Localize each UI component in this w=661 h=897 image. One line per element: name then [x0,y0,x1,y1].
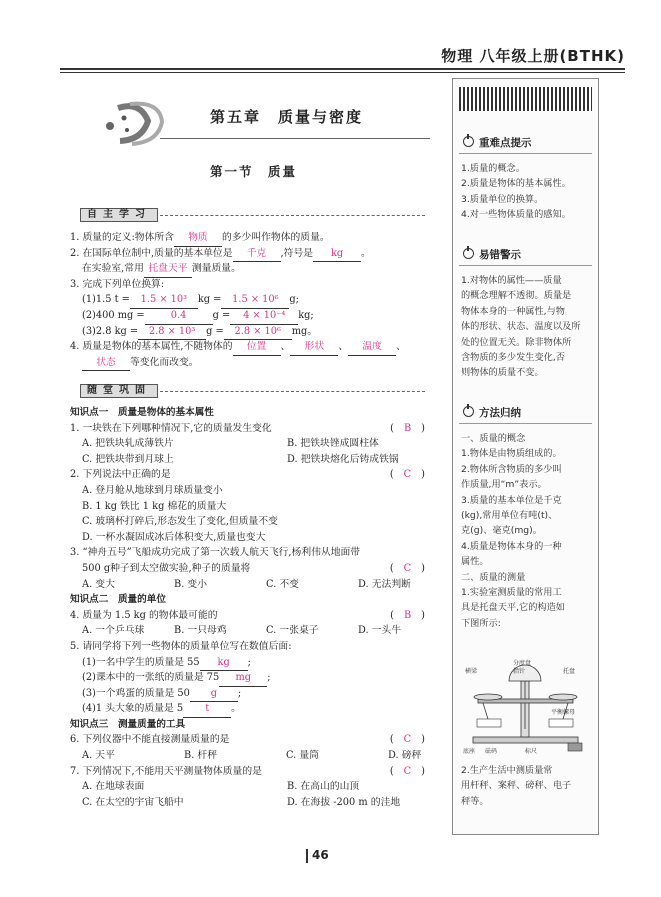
sidebar [452,78,599,835]
sidebar-methods: 一、质量的概念 1.物体是由物质组成的。 2.物体所含物质的多少叫 作质量,用“m”表示。 3.质量的基本单位是千克 (kg),常用单位有吨(t)、 克(g)、毫克(mg)。 4.质量是物体本身的一种 属性。 二、质量的测量 1.实验室测质量的常用工 具是托盘天平,它的构造如 下图所示: [461,433,565,629]
mc-question-4: 4. 质量为 1.5 kg 的物体最可能的 ( B ) [70,608,425,624]
answer-blank: 1.5 × 10⁶ [221,292,289,309]
answer-blank: 形状 [290,339,338,356]
answer-bracket: ( C ) [389,469,425,481]
answer-blank: 物质 [174,230,222,247]
question-2: 2. 在国际单位制中,质量的基本单位是 千克 ,符号是 kg 。 [70,246,425,262]
answer-blank: mg [219,670,267,687]
label-pointer: 指针 [513,668,526,675]
section-title: 第一节 质量 [210,164,298,179]
answer-blank: 温度 [348,339,396,356]
sidebar-heading-methods: 方法归纳 [463,405,521,420]
answer-bracket: ( C ) [389,734,425,746]
self-study-band [70,208,425,222]
answer-bracket: ( B ) [390,609,425,621]
knowledge-point-2: 知识点二 质量的单位 [70,594,166,606]
answer-blank: 4 × 10⁻⁴ [230,308,298,325]
header-rule [60,68,625,70]
label-nut: 平衡螺母 [551,709,576,716]
practice-questions: 知识点一 质量是物体的基本属性 1. 一块铁在下列哪种情况下,它的质量发生变化 ( B ) A. 把铁块轧成薄铁片 B. 把铁块锉成圆柱体 C. 把铁块带到月球上 D. 把铁块熔化后铸成铁锅 2. 下列说法中正确的是 ( C ) A. 登月舱从地球到月球质量变小 B. 1 kg 铁比 1 kg 棉花的质量大 C. 玻璃杯打碎后,形态发生了变化,但质量不变 D. 一杯水凝固成冰后体积变大,质量也变大 3. “神舟五号”飞船成功完成了第一次载人航天飞行,杨利伟从地面带 500 g种子到太空做实验,种子的质量将 ( C ) A. 变大 B. 变小 C. 不变 D. 无法判断 知识点二 质量的单位 4. 质量为 1.5 kg 的物体最可能的 ( B ) A. 一个乒乓球 B. 一只母鸡 C. 一张桌子 D. 一头牛 5. 请同学将下列一些物体的质量单位写在数值后面: (1)一名中学生的质量是 55 kg ; (2)课本中的一张纸的质量是 75 mg ; (3)一个鸡蛋的质量是 50 g ; (4)1 头大象的质量是 5 t 。 知识点三 测量质量的工具 6. 下列仪器中不能直接测量质量的是 ( C ) A. 天平 B. 杆秤 C. 量筒 D. 磅秤 7. 下列情况下,不能用天平测量物体质量的是 ( C ) A. 在地球表面 B. 在高山的山顶 C. 在太空的宇宙飞船中 D. 在海拔 -200 m 的洼地 [70,407,425,808]
answer-blank: kg [313,246,361,263]
answer-blank: 0.4 [145,308,213,325]
label-ruler: 标尺 [525,748,538,754]
question-2-cont: 在实验室,常用 托盘天平 测量质量。 [70,261,425,277]
answer-blank: g [190,686,238,703]
answer-blank: 千克 [233,246,281,263]
answer-bracket: ( B ) [390,422,425,434]
mc-question-6: 6. 下列仪器中不能直接测量质量的是 ( C ) [70,732,425,748]
question-4: 4. 质量是物体的基本属性,不随物体的 位置 、 形状 、 温度 、 [70,339,425,355]
mc-question-2: 2. 下列说法中正确的是 ( C ) [70,467,425,483]
mc-question-3: 3. “神舟五号”飞船成功完成了第一次载人航天飞行,杨利伟从地面带 [70,547,361,559]
answer-blank: 2.8 × 10³ [138,324,206,341]
question-3-row-3: (3)2.8 kg = 2.8 × 10³ g = 2.8 × 10⁶ mg。 [70,324,425,340]
sidebar-banner [459,87,592,111]
answer-blank: 2.8 × 10⁶ [224,324,292,341]
knowledge-point-3: 知识点三 测量质量的工具 [70,718,186,730]
self-study-label: 自主学习 [80,208,158,222]
fill-question-5: 5. 请同学将下列一些物体的质量单位写在数值后面: [70,640,292,652]
knowledge-point-1: 知识点一 质量是物体的基本属性 [70,407,214,418]
answer-blank: t [183,701,231,718]
answer-blank: 位置 [233,339,281,356]
answer-bracket: ( C ) [389,765,425,777]
header-title: 物理 八年级上册(BTHK) [441,47,625,65]
page-number: 46 [312,848,329,862]
answer-bracket: ( C ) [389,562,425,574]
question-3-row-2: (2)400 mg = 0.4 g = 4 × 10⁻⁴ kg; [70,308,425,324]
sidebar-heading-warnings: 易错警示 [463,247,521,262]
practice-label: 随堂巩固 [80,384,158,398]
question-3-row-1: (1)1.5 t = 1.5 × 10³ kg = 1.5 × 10⁶ g; [70,292,425,308]
question-1: 1. 质量的定义:物体所含 物质 的多少叫作物体的质量。 [70,230,425,246]
header-rule-thin [60,72,625,73]
power-icon [463,248,474,259]
sidebar-key-points: 1.质量的概念。 2.质量是物体的基本属性。 3.质量单位的换算。 4.对一些物体质量的感知。 [461,163,571,221]
label-weights: 砝码 [485,748,498,754]
chapter-underline [160,138,430,139]
power-icon [463,136,474,147]
self-study-questions [70,230,425,370]
answer-blank: 1.5 × 10³ [130,292,198,309]
question-4-cont: 状态 等变化而改变。 [70,355,425,371]
chapter-title: 第五章 质量与密度 [210,108,364,126]
label-beam: 横梁 [465,668,478,675]
sidebar-tools: 2.生产生活中测质量常 用杆秤、案秤、磅秤、电子 秤等。 [461,765,572,807]
label-base: 底座 [463,748,476,754]
balance-diagram [463,659,588,754]
mc-question-1: 1. 一块铁在下列哪种情况下,它的质量发生变化 ( B ) [70,421,425,437]
practice-band [70,384,425,398]
answer-blank: 状态 [82,355,130,372]
answer-blank: kg [200,655,248,672]
mc-question-7: 7. 下列情况下,不能用天平测量物体质量的是 ( C ) [70,764,425,780]
sidebar-heading-key-points: 重难点提示 [463,135,532,150]
power-icon [463,406,474,417]
answer-blank: 托盘天平 [144,261,192,278]
question-3: 3. 完成下列单位换算: [70,278,165,290]
sidebar-warnings: 1.对物体的属性——质量 的概念理解不透彻。质量是 物体本身的一种属性,与物 体的形状、状态、温度以及所 处的位置无关。除非物体所 含物质的多少发生变化,否 则物体的质量不变。 [461,275,581,379]
label-pan: 托盘 [563,668,576,675]
label-scale: 分度盘 [513,660,532,667]
